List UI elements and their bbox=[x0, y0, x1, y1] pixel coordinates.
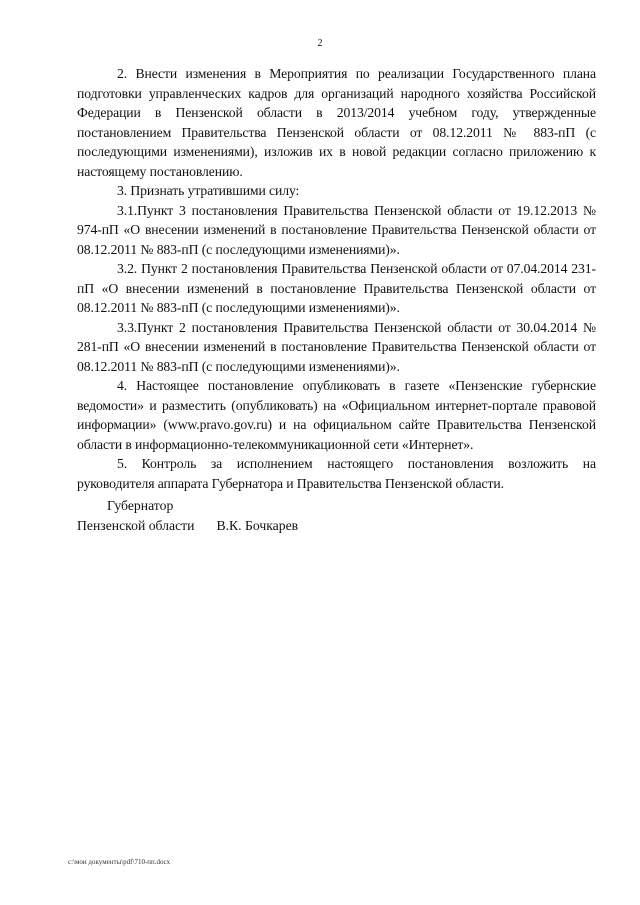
signature-block bbox=[77, 496, 298, 535]
paragraph-item-2: 2. Внести изменения в Мероприятия по реализации Государственного плана подготовки управленческих кадров для организаций народного хозяйства Российской Федерации в Пензенской области в 2013/2014 учебном году, утвержденные постановлением Правительства Пензенской области от 08.12.2011 № 883-пП (с последующими изменениями), изложив их в новой редакции согласно приложению к настоящему постановлению. bbox=[77, 66, 596, 179]
paragraph-item-3-3: 3.3.Пункт 2 постановления Правительства Пензенской области от 30.04.2014 № 281-пП «О внесении изменений в постановление Правительства Пензенской области от 08.12.2011 № 883-пП (с последующими изменениями)». bbox=[77, 319, 596, 374]
signatory-name: В.К. Бочкарев bbox=[216, 517, 299, 533]
signatory-region: Пензенской области bbox=[77, 517, 195, 533]
paragraph-item-3-1: 3.1.Пункт 3 постановления Правительства Пензенской области от 19.12.2013 № 974-пП «О внесении изменений в постановление Правительства Пензенской области от 08.12.2011 № 883-пП (с последующими изменениями)». bbox=[77, 202, 596, 257]
paragraph-item-5: 5. Контроль за исполнением настоящего постановления возложить на руководителя аппарата Губернатора и Правительства Пензенской области. bbox=[77, 456, 596, 491]
footer-file-path: c:\мои документы\pdf\710-пп.docx bbox=[68, 858, 171, 866]
signatory-position: Губернатор bbox=[107, 498, 174, 513]
document-body bbox=[77, 64, 596, 493]
page-number: 2 bbox=[317, 38, 323, 49]
paragraph-item-4: 4. Настоящее постановление опубликовать в газете «Пензенские губернские ведомости» и разместить (опубликовать) на «Официальном интернет-портале правовой информации» (www.pravo.gov.ru) и на официальном сайте Правительства Пензенской области в информационно-телекоммуникационной сети «Интернет». bbox=[77, 378, 596, 452]
paragraph-item-3-2: 3.2. Пункт 2 постановления Правительства Пензенской области от 07.04.2014 231-пП «О внесении изменений в постановление Правительства Пензенской области от 08.12.2011 № 883-пП (с последующими изменениями)». bbox=[77, 261, 596, 315]
signatory-region-line bbox=[77, 516, 298, 536]
paragraph-item-3: 3. Признать утратившими силу: bbox=[117, 183, 300, 198]
